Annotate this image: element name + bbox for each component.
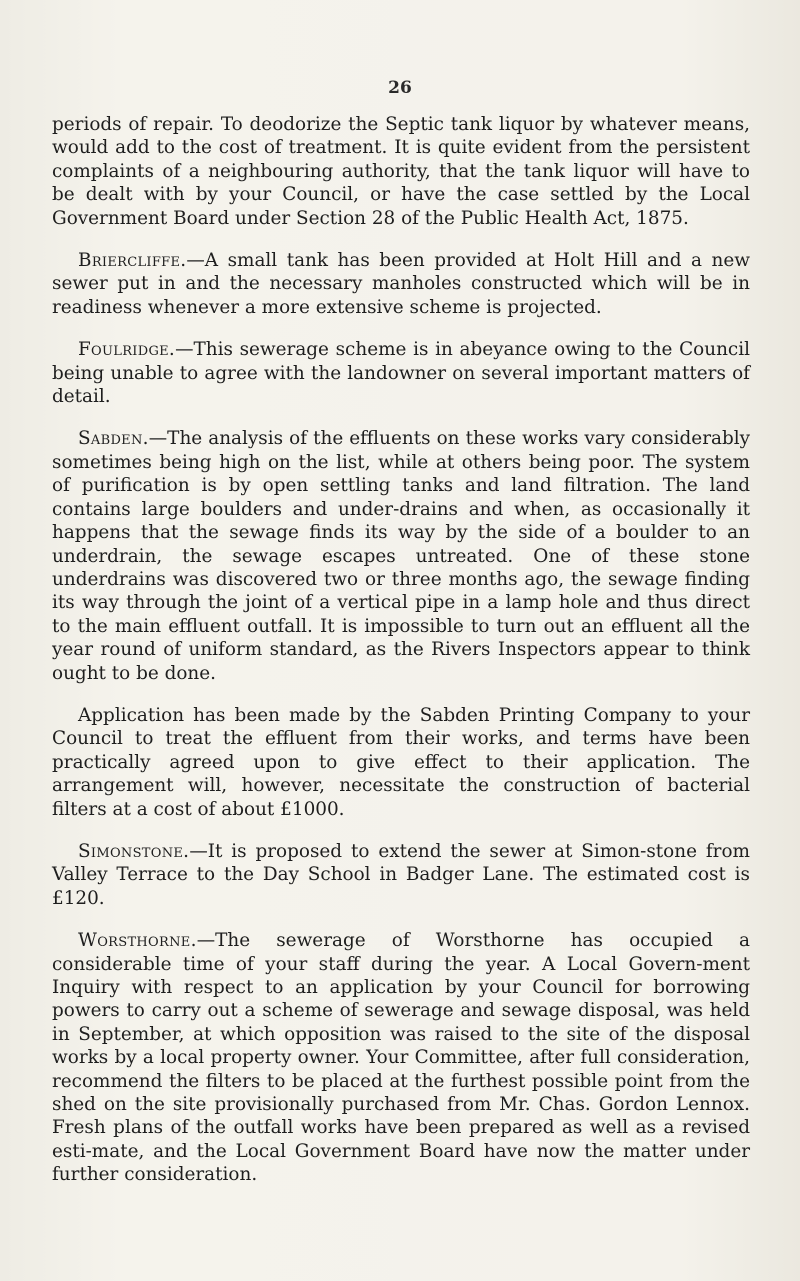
- paragraph-foulridge: [52, 338, 750, 408]
- body-text: [52, 113, 750, 1206]
- paragraph-text: —It is proposed to extend the sewer at Simon-stone from Valley Terrace to the Day School in Badger Lane. The estimated cost is £120.: [52, 840, 750, 909]
- paragraph-text: —A small tank has been provided at Holt Hill and a new sewer put in and the necessary manholes constructed which will be in readiness whenever a more extensive scheme is projected.: [52, 250, 750, 318]
- paragraph-worsthorne: [52, 929, 750, 1186]
- section-heading-worsthorne: Worsthorne.: [78, 930, 197, 952]
- paragraph-text: —The analysis of the effluents on these works vary considerably sometimes being high on the list, while at others being poor. The system of purification is by open settling tanks and land filtration. The land contains large boulders and under-drains and when, as occasionally it happens that the sewage finds its way by the side of a boulder to an underdrain, the sewage escapes untreated. One of these stone underdrains was discovered two or three months ago, the sewage finding its way through the joint of a vertical pipe in a lamp hole and thus direct to the main effluent outfall. It is impossible to turn out an effluent all the year round of uniform standard, as the Rivers Inspectors appear to think ought to be done.: [52, 428, 750, 684]
- paragraph-sabden-printing: [52, 704, 750, 821]
- page-number: 26: [388, 78, 412, 98]
- paragraph-septic-tank: [52, 113, 750, 230]
- paragraph-text: periods of repair. To deodorize the Septic tank liquor by whatever means, would add to the cost of treatment. It is quite evident from the persistent complaints of a neighbouring authority, that the tank liquor will have to be dealt with by your Council, or have the case settled by the Local Government Board under Section 28 of the Public Health Act, 1875.: [52, 114, 750, 229]
- paragraph-simonstone: [52, 840, 750, 910]
- paragraph-text: —The sewerage of Worsthorne has occupied a considerable time of your staff during the year. A Local Govern-ment Inquiry with respect to an application by your Council for borrowing powers to carry out a scheme of sewerage and sewage disposal, was held in September, at which opposition was raised to the site of the disposal works by a local property owner. Your Committee, after full consideration, recommend the filters to be placed at the furthest possible point from the shed on the site provisionally purchased from Mr. Chas. Gordon Lennox. Fresh plans of the outfall works have been prepared as well as a revised esti-mate, and the Local Government Board have now the matter under further consideration.: [52, 930, 750, 1186]
- section-heading-briercliffe: Briercliffe.: [78, 250, 187, 272]
- paragraph-text: —This sewerage scheme is in abeyance owing to the Council being unable to agree with the landowner on several important matters of detail.: [52, 339, 750, 408]
- section-heading-foulridge: Foulridge.: [78, 339, 176, 361]
- paragraph-sabden: [52, 427, 750, 684]
- section-heading-simonstone: Simonstone.: [78, 840, 190, 862]
- paragraph-text: Application has been made by the Sabden Printing Company to your Council to treat the effluent from their works, and terms have been practically agreed upon to give effect to their application. The arrangement will, however, necessitate the construction of bacterial filters at a cost of about £1000.: [52, 704, 750, 820]
- section-heading-sabden: Sabden.: [78, 428, 149, 450]
- paragraph-briercliffe: [52, 249, 750, 319]
